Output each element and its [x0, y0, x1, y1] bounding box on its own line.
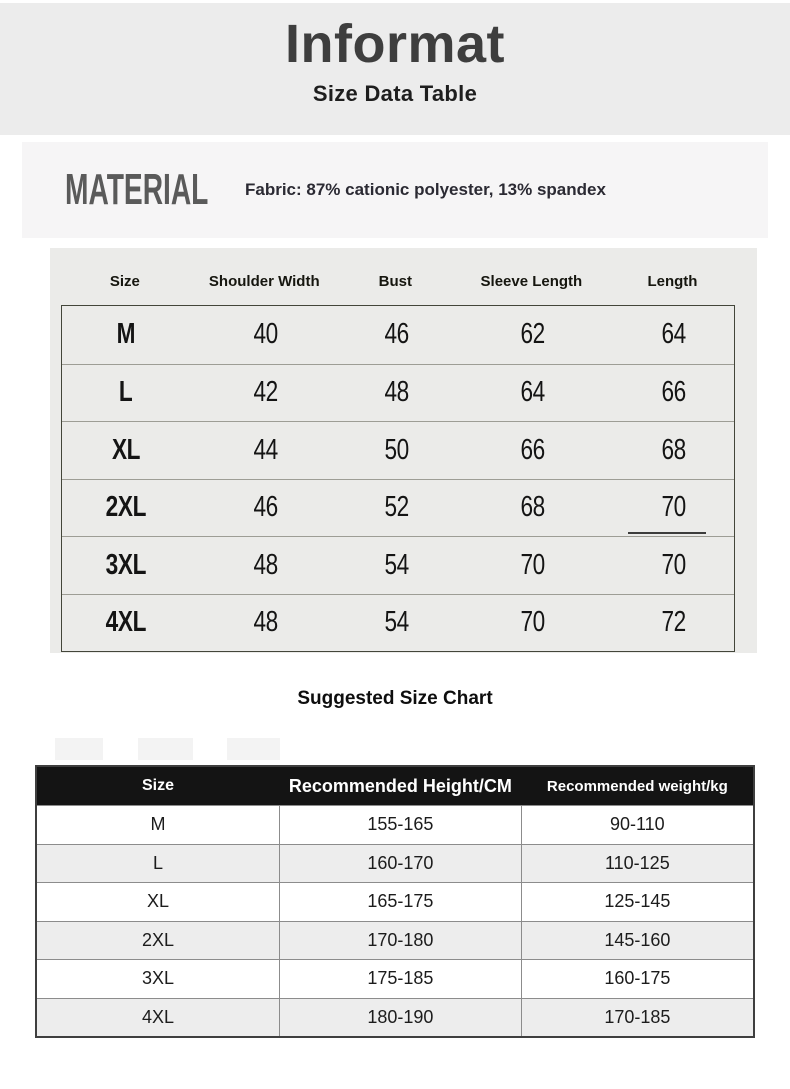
table-row [62, 421, 734, 479]
bust-cell: 50 [384, 433, 409, 466]
sleeve-length-cell: 62 [520, 318, 545, 351]
table-row [37, 844, 753, 883]
rec-column-header-size: Size [141, 777, 174, 794]
sleeve-length-cell: 70 [520, 606, 545, 639]
page-subtitle: Size Data Table [312, 81, 478, 106]
height-cell: 170-180 [279, 922, 522, 960]
bust-cell: 54 [384, 606, 409, 639]
length-cell: 66 [661, 376, 686, 409]
size-table-column-header: Length [647, 272, 698, 290]
size-table-section [50, 248, 757, 653]
length-cell: 72 [661, 606, 686, 639]
weight-cell: 110-125 [604, 852, 670, 873]
fabric-composition: Fabric: 87% cationic polyester, 13% spandex [245, 180, 606, 199]
height-cell: 180-190 [279, 999, 522, 1037]
table-row [62, 594, 734, 652]
bust-cell: 46 [384, 318, 409, 351]
size-table-body [61, 305, 735, 652]
size-table-column-header: Sleeve Length [480, 272, 583, 290]
size-cell: 2XL [105, 491, 146, 524]
table-row [62, 306, 734, 364]
weight-cell: 90-110 [609, 814, 665, 835]
table-row [62, 536, 734, 594]
table-row [62, 364, 734, 422]
bust-cell: 54 [384, 548, 409, 581]
size-table-column-header: Bust [378, 272, 412, 290]
rec-column-header-weight: Recommended weight/kg [546, 777, 728, 795]
size-cell: M [116, 318, 136, 351]
shoulder-width-cell: 48 [253, 548, 278, 581]
shoulder-width-cell: 40 [253, 318, 278, 351]
compression-artifact [55, 738, 103, 760]
sleeve-length-cell: 66 [520, 433, 545, 466]
size-cell: 4XL [105, 606, 146, 639]
size-table-column-header: Size [109, 272, 140, 290]
size-table-column-header: Shoulder Width [208, 272, 320, 290]
material-band [22, 142, 768, 238]
size-cell: 3XL [105, 548, 146, 581]
recommendation-table [35, 765, 755, 1038]
table-row [37, 959, 753, 998]
size-cell: 2XL [141, 929, 175, 950]
size-cell: 4XL [141, 1006, 175, 1027]
height-cell: 160-170 [279, 845, 522, 883]
weight-cell: 170-185 [604, 1006, 671, 1027]
header-section [0, 3, 790, 135]
stray-underline-artifact [628, 532, 706, 534]
sleeve-length-cell: 70 [520, 548, 545, 581]
weight-cell: 145-160 [604, 929, 671, 950]
weight-cell: 125-145 [604, 891, 671, 912]
table-row [37, 921, 753, 960]
table-row [37, 998, 753, 1037]
shoulder-width-cell: 42 [253, 376, 278, 409]
size-cell: L [119, 376, 133, 409]
size-cell: XL [111, 433, 140, 466]
page-title: Informat [285, 14, 505, 74]
height-cell: 165-175 [279, 883, 522, 921]
bust-cell: 52 [384, 491, 409, 524]
suggested-size-chart-heading: Suggested Size Chart [297, 688, 493, 709]
size-cell: XL [146, 891, 170, 912]
sleeve-length-cell: 68 [520, 491, 545, 524]
shoulder-width-cell: 46 [253, 491, 278, 524]
compression-artifact [138, 738, 193, 760]
shoulder-width-cell: 44 [253, 433, 278, 466]
length-cell: 64 [661, 318, 686, 351]
material-label: MATERIAL [65, 165, 209, 214]
sleeve-length-cell: 64 [520, 376, 545, 409]
length-cell: 68 [661, 433, 686, 466]
shoulder-width-cell: 48 [253, 606, 278, 639]
size-cell: M [150, 814, 166, 835]
size-cell: 3XL [141, 968, 175, 989]
recommendation-table-header-row [37, 767, 753, 805]
size-cell: L [152, 852, 163, 873]
length-cell: 70 [661, 491, 686, 524]
rec-column-header-height: Recommended Height/CM [288, 775, 512, 796]
height-cell: 175-185 [279, 960, 522, 998]
compression-artifact [227, 738, 280, 760]
weight-cell: 160-175 [604, 968, 671, 989]
table-row [37, 882, 753, 921]
length-cell: 70 [661, 548, 686, 581]
bust-cell: 48 [384, 376, 409, 409]
table-row [62, 479, 734, 537]
table-row [37, 805, 753, 844]
height-cell: 155-165 [279, 806, 522, 844]
size-table-header-row [61, 262, 733, 300]
